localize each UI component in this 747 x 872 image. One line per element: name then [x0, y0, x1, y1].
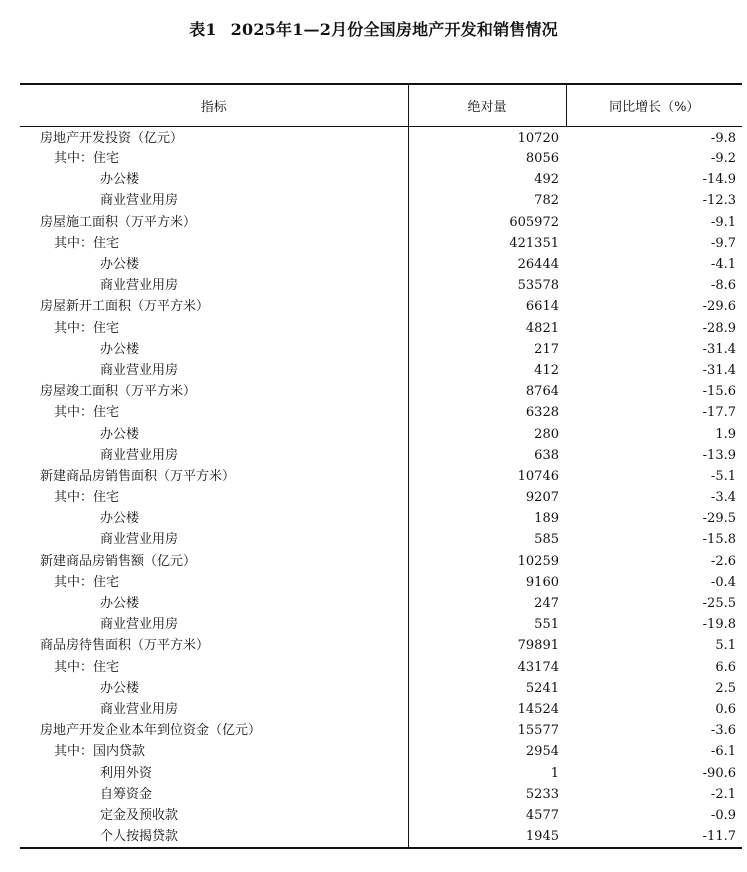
absolute-value: 605972: [408, 212, 566, 233]
indicator-name: 自筹资金: [100, 786, 153, 802]
table-row: [20, 488, 742, 509]
yoy-growth: -5.1: [710, 468, 736, 484]
header-yoy-growth: 同比增长（%）: [566, 84, 742, 126]
header-row: [20, 84, 742, 126]
yoy-growth: -0.9: [710, 807, 736, 823]
yoy-growth: -31.4: [702, 362, 736, 378]
absolute-value: 10720: [408, 126, 566, 149]
absolute-value: 217: [408, 339, 566, 360]
yoy-growth: -29.6: [702, 299, 736, 315]
table-row: [20, 318, 742, 339]
yoy-growth: 5.1: [715, 638, 736, 654]
indicator-name: 房屋施工面积（万平方米）: [40, 214, 197, 230]
indicator-name: 新建商品房销售额（亿元）: [40, 553, 197, 569]
table-row: [20, 530, 742, 551]
absolute-value: 421351: [408, 233, 566, 254]
yoy-growth: -13.9: [702, 447, 736, 463]
table-row: [20, 572, 742, 593]
absolute-value: 79891: [408, 636, 566, 657]
absolute-value: 9160: [408, 572, 566, 593]
yoy-growth: -2.6: [710, 553, 736, 569]
absolute-value: 585: [408, 530, 566, 551]
absolute-value: 26444: [408, 254, 566, 275]
absolute-value: 10746: [408, 466, 566, 487]
absolute-value: 5233: [408, 784, 566, 805]
yoy-growth: -11.7: [566, 827, 742, 848]
indicator-name: 办公楼: [100, 172, 140, 188]
header-indicator: 指标: [20, 84, 408, 126]
yoy-growth: 1.9: [715, 426, 736, 442]
yoy-growth: -14.9: [702, 172, 736, 188]
indicator-name: 商业营业用房: [100, 278, 179, 294]
table-row: [20, 276, 742, 297]
yoy-growth: -8.6: [710, 278, 736, 294]
table-row: [20, 149, 742, 170]
indicator-name: 商业营业用房: [100, 193, 179, 209]
indicator-name: 其中：住宅: [54, 490, 120, 506]
indicator-name: 其中：住宅: [54, 235, 120, 251]
absolute-value: 1945: [408, 827, 566, 848]
table-row: [20, 678, 742, 699]
table-row: [20, 593, 742, 614]
yoy-growth: 0.6: [715, 701, 736, 717]
indicator-name: 房屋新开工面积（万平方米）: [40, 299, 210, 315]
indicator-name: 商业营业用房: [100, 362, 179, 378]
yoy-growth: -9.7: [710, 235, 736, 251]
indicator-name: 新建商品房销售面积（万平方米）: [40, 468, 236, 484]
absolute-value: 8056: [408, 149, 566, 170]
stats-table: [20, 83, 742, 849]
indicator-name: 商业营业用房: [100, 701, 179, 717]
table-row: [20, 126, 742, 149]
indicator-name: 房地产开发企业本年到位资金（亿元）: [40, 723, 262, 739]
table-row: [20, 233, 742, 254]
indicator-name: 房地产开发投资（亿元）: [40, 130, 184, 146]
table-row: [20, 742, 742, 763]
absolute-value: 43174: [408, 657, 566, 678]
absolute-value: 638: [408, 445, 566, 466]
indicator-name: 商业营业用房: [100, 447, 179, 463]
table-row: [20, 509, 742, 530]
yoy-growth: -0.4: [710, 574, 736, 590]
yoy-growth: -15.6: [702, 384, 736, 400]
absolute-value: 2954: [408, 742, 566, 763]
indicator-name: 个人按揭贷款: [20, 827, 408, 848]
indicator-name: 办公楼: [100, 257, 140, 273]
table-row: [20, 382, 742, 403]
yoy-growth: -9.1: [710, 214, 736, 230]
indicator-name: 其中：住宅: [54, 320, 120, 336]
table-row: [20, 805, 742, 826]
yoy-growth: -29.5: [702, 511, 736, 527]
indicator-name: 商业营业用房: [100, 617, 179, 633]
yoy-growth: 2.5: [715, 680, 736, 696]
indicator-name: 商品房待售面积（万平方米）: [40, 638, 210, 654]
table-row: [20, 551, 742, 572]
table-row: [20, 827, 742, 848]
indicator-name: 定金及预收款: [100, 807, 179, 823]
absolute-value: 4821: [408, 318, 566, 339]
table-row: [20, 721, 742, 742]
indicator-name: 商业营业用房: [100, 532, 179, 548]
yoy-growth: -12.3: [702, 193, 736, 209]
table-title-text: 2025年1—2月份全国房地产开发和销售情况: [230, 20, 558, 39]
absolute-value: 1: [408, 763, 566, 784]
absolute-value: 8764: [408, 382, 566, 403]
yoy-growth: -19.8: [702, 617, 736, 633]
table-body: [20, 126, 742, 848]
absolute-value: 6328: [408, 403, 566, 424]
table-row: [20, 170, 742, 191]
yoy-growth: -2.1: [710, 786, 736, 802]
absolute-value: 6614: [408, 297, 566, 318]
absolute-value: 492: [408, 170, 566, 191]
yoy-growth: -15.8: [702, 532, 736, 548]
yoy-growth: -4.1: [710, 257, 736, 273]
indicator-name: 其中：国内贷款: [54, 744, 146, 760]
table-row: [20, 360, 742, 381]
table-row: [20, 297, 742, 318]
table-row: [20, 466, 742, 487]
table-row: [20, 784, 742, 805]
table-header: [20, 84, 742, 126]
table-row: [20, 339, 742, 360]
indicator-name: 其中：住宅: [54, 151, 120, 167]
absolute-value: 412: [408, 360, 566, 381]
table-row: [20, 191, 742, 212]
table-row: [20, 445, 742, 466]
table-number: 表1: [189, 20, 217, 39]
absolute-value: 189: [408, 509, 566, 530]
table-row: [20, 763, 742, 784]
absolute-value: 53578: [408, 276, 566, 297]
table-row: [20, 403, 742, 424]
yoy-growth: -31.4: [702, 341, 736, 357]
table-row: [20, 657, 742, 678]
table-row: [20, 636, 742, 657]
indicator-name: 办公楼: [100, 426, 140, 442]
indicator-name: 其中：住宅: [54, 574, 120, 590]
yoy-growth: 6.6: [715, 659, 736, 675]
table-row: [20, 254, 742, 275]
header-absolute-value: 绝对量: [408, 84, 566, 126]
yoy-growth: -6.1: [710, 744, 736, 760]
indicator-name: 其中：住宅: [54, 405, 120, 421]
yoy-growth: -25.5: [702, 596, 736, 612]
absolute-value: 5241: [408, 678, 566, 699]
table-title: [0, 17, 747, 40]
indicator-name: 利用外资: [100, 765, 153, 781]
absolute-value: 15577: [408, 721, 566, 742]
yoy-growth: -9.8: [710, 130, 736, 146]
absolute-value: 14524: [408, 699, 566, 720]
table-row: [20, 699, 742, 720]
absolute-value: 280: [408, 424, 566, 445]
yoy-growth: -3.4: [710, 490, 736, 506]
absolute-value: 9207: [408, 488, 566, 509]
yoy-growth: -9.2: [710, 151, 736, 167]
table-row: [20, 212, 742, 233]
indicator-name: 办公楼: [100, 680, 140, 696]
absolute-value: 782: [408, 191, 566, 212]
indicator-name: 办公楼: [100, 596, 140, 612]
table-row: [20, 615, 742, 636]
indicator-name: 办公楼: [100, 341, 140, 357]
absolute-value: 10259: [408, 551, 566, 572]
yoy-growth: -3.6: [710, 723, 736, 739]
indicator-name: 房屋竣工面积（万平方米）: [40, 384, 197, 400]
absolute-value: 247: [408, 593, 566, 614]
indicator-name: 办公楼: [100, 511, 140, 527]
absolute-value: 4577: [408, 805, 566, 826]
yoy-growth: -90.6: [702, 765, 736, 781]
yoy-growth: -17.7: [702, 405, 736, 421]
yoy-growth: -28.9: [702, 320, 736, 336]
absolute-value: 551: [408, 615, 566, 636]
table-row: [20, 424, 742, 445]
indicator-name: 其中：住宅: [54, 659, 120, 675]
